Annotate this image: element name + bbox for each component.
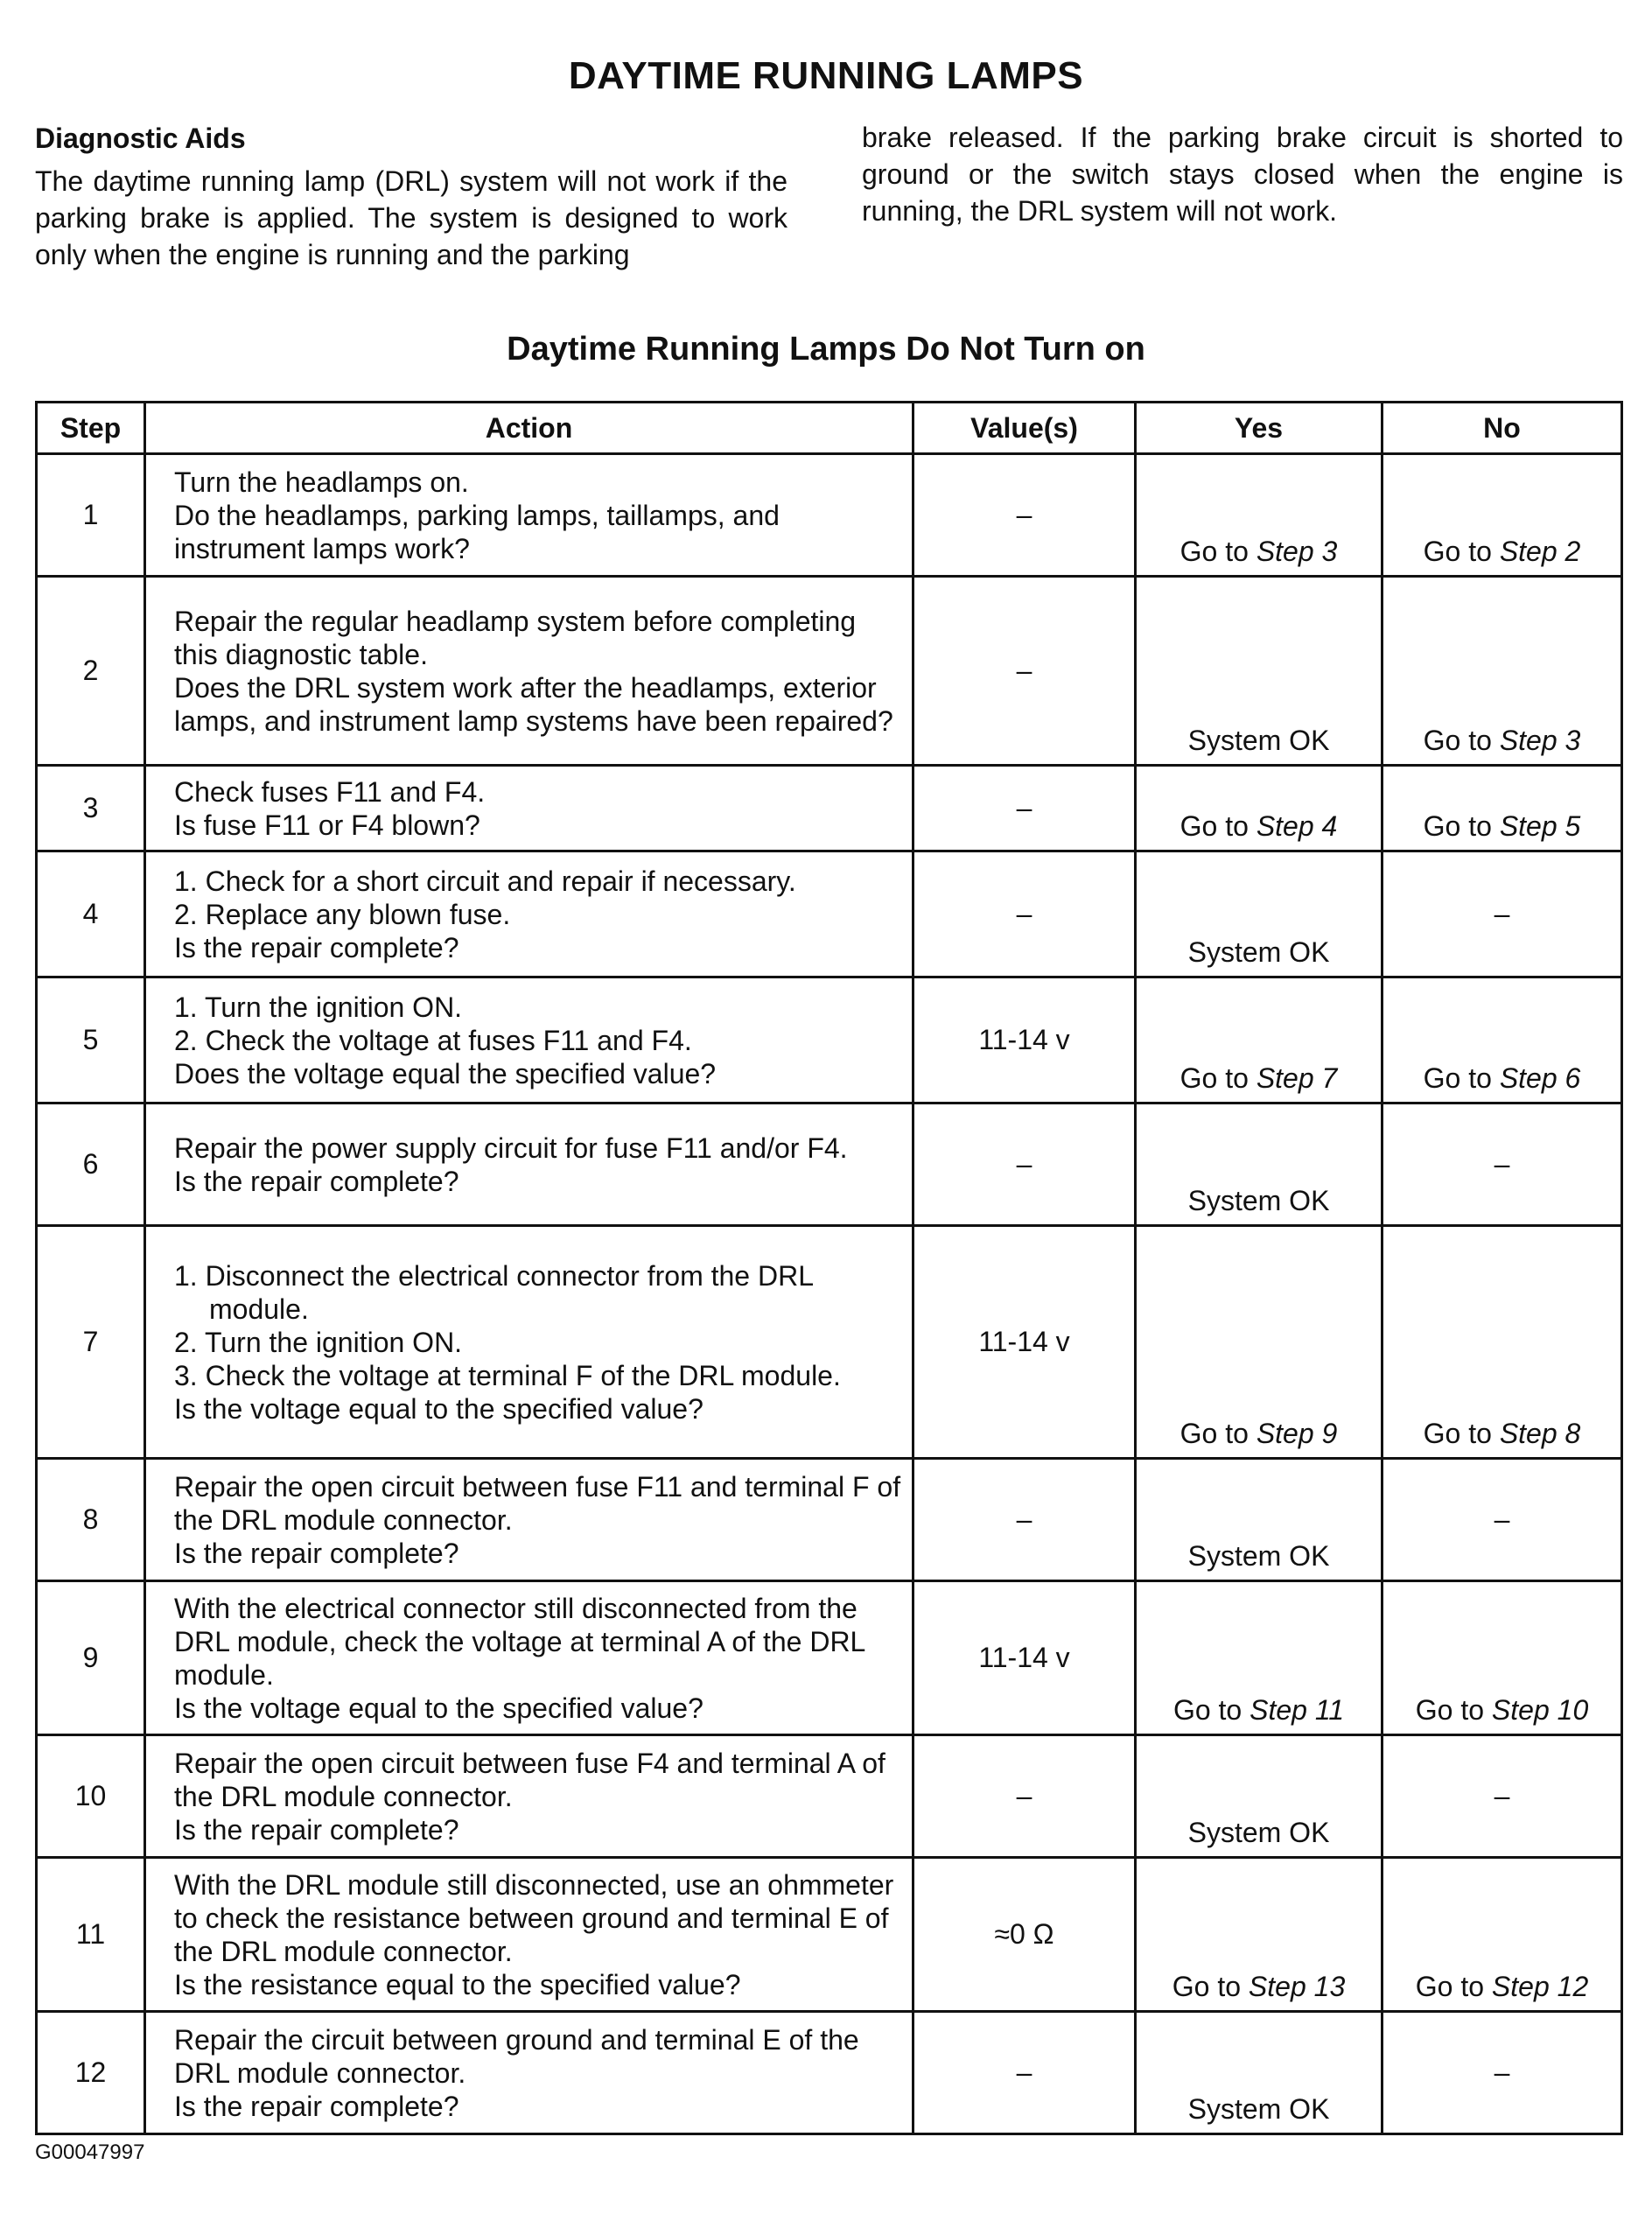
- action-cell: [145, 1581, 914, 1735]
- yes-result: System OK: [1187, 1185, 1330, 1216]
- step-number: 11: [37, 1858, 145, 2012]
- table-row: [37, 1735, 1622, 1858]
- step-number: 8: [37, 1459, 145, 1581]
- action-line: Repair the open circuit between fuse F4 and terminal A of the DRL module connector.: [174, 1747, 886, 1812]
- yes-result: System OK: [1187, 1540, 1330, 1572]
- no-cell: [1382, 1581, 1622, 1735]
- goto-prefix: Go to: [1423, 810, 1492, 842]
- goto-step-link: Step 12: [1491, 1971, 1589, 2002]
- diagnostic-aids-text-left: The daytime running lamp (DRL) system will not work if the parking brake is applied. The system is designed to work only when the engine is running and the parking: [35, 165, 788, 270]
- table-row: [37, 2012, 1622, 2134]
- header-no: No: [1382, 403, 1622, 454]
- action-line: Check fuses F11 and F4.: [174, 775, 486, 808]
- action-cell: [145, 1459, 914, 1581]
- action-line: Repair the open circuit between fuse F11 and terminal F of the DRL module connector.: [174, 1470, 901, 1536]
- yes-cell: [1136, 1581, 1382, 1735]
- yes-cell: [1136, 766, 1382, 851]
- no-result: –: [1494, 1780, 1510, 1811]
- table-row: [37, 577, 1622, 766]
- step-number: 5: [37, 977, 145, 1103]
- goto-step-link: Step 4: [1256, 810, 1338, 842]
- no-cell: [1382, 577, 1622, 766]
- no-cell: [1382, 1459, 1622, 1581]
- yes-cell: [1136, 977, 1382, 1103]
- step-number: 2: [37, 577, 145, 766]
- action-line: Is the repair complete?: [174, 2090, 459, 2122]
- yes-cell: [1136, 1735, 1382, 1858]
- no-cell: [1382, 766, 1622, 851]
- value-cell: –: [914, 577, 1136, 766]
- action-line: 1. Disconnect the electrical connector from the DRL module.: [174, 1259, 813, 1325]
- table-row: [37, 1858, 1622, 2012]
- action-line: Is the repair complete?: [174, 1165, 459, 1197]
- goto-prefix: Go to: [1423, 725, 1492, 756]
- value-cell: –: [914, 2012, 1136, 2134]
- no-cell: [1382, 977, 1622, 1103]
- action-line: Is the voltage equal to the specified value?: [174, 1692, 704, 1724]
- action-cell: [145, 766, 914, 851]
- goto-prefix: Go to: [1180, 810, 1249, 842]
- action-line: Is the repair complete?: [174, 1813, 459, 1846]
- goto-prefix: Go to: [1172, 1971, 1242, 2002]
- diagnostic-aids-text-right: brake released. If the parking brake circuit is shorted to ground or the switch stays closed when the engine is running, the DRL system will not work.: [862, 122, 1623, 227]
- action-line: Repair the power supply circuit for fuse F11 and/or F4.: [174, 1132, 848, 1164]
- goto-prefix: Go to: [1172, 1694, 1242, 1726]
- step-number: 9: [37, 1581, 145, 1735]
- action-cell: [145, 851, 914, 977]
- action-line: With the electrical connector still disconnected from the DRL module, check the voltage at terminal A of the DRL module.: [174, 1592, 865, 1691]
- goto-step-link: Step 9: [1256, 1418, 1338, 1449]
- action-line: 1. Check for a short circuit and repair if necessary.: [174, 865, 796, 897]
- table-header-row: [37, 403, 1622, 454]
- action-line: Is the repair complete?: [174, 1537, 459, 1569]
- table-row: [37, 1459, 1622, 1581]
- no-result: –: [1494, 1148, 1510, 1180]
- no-result: –: [1494, 898, 1510, 929]
- yes-cell: [1136, 851, 1382, 977]
- header-values: Value(s): [914, 403, 1136, 454]
- action-line: 2. Replace any blown fuse.: [174, 898, 511, 930]
- no-result: –: [1494, 2056, 1510, 2088]
- action-cell: [145, 1103, 914, 1226]
- yes-cell: [1136, 454, 1382, 577]
- value-cell: 11-14 v: [914, 977, 1136, 1103]
- goto-prefix: Go to: [1180, 1418, 1249, 1449]
- step-number: 6: [37, 1103, 145, 1226]
- step-number: 10: [37, 1735, 145, 1858]
- goto-prefix: Go to: [1180, 536, 1249, 567]
- goto-step-link: Step 7: [1256, 1062, 1338, 1094]
- yes-cell: [1136, 577, 1382, 766]
- step-number: 1: [37, 454, 145, 577]
- step-number: 4: [37, 851, 145, 977]
- action-line: Do the headlamps, parking lamps, taillamps, and instrument lamps work?: [174, 499, 780, 564]
- goto-step-link: Step 2: [1499, 536, 1581, 567]
- action-cell: [145, 1226, 914, 1459]
- value-cell: –: [914, 851, 1136, 977]
- goto-step-link: Step 10: [1491, 1694, 1589, 1726]
- action-cell: [145, 1735, 914, 1858]
- page-title: DAYTIME RUNNING LAMPS: [568, 54, 1084, 97]
- step-number: 7: [37, 1226, 145, 1459]
- table-row: [37, 1226, 1622, 1459]
- no-cell: [1382, 1858, 1622, 2012]
- value-cell: –: [914, 454, 1136, 577]
- step-number: 12: [37, 2012, 145, 2134]
- yes-cell: [1136, 2012, 1382, 2134]
- diagnostic-aids-heading: Diagnostic Aids: [35, 123, 246, 154]
- action-line: 2. Turn the ignition ON.: [174, 1326, 463, 1358]
- action-cell: [145, 977, 914, 1103]
- action-line: 1. Turn the ignition ON.: [174, 991, 463, 1023]
- no-cell: [1382, 2012, 1622, 2134]
- no-cell: [1382, 1735, 1622, 1858]
- action-line: Does the voltage equal the specified value?: [174, 1057, 717, 1089]
- action-cell: [145, 577, 914, 766]
- action-line: Repair the regular headlamp system before completing this diagnostic table.: [174, 605, 857, 670]
- table-row: [37, 851, 1622, 977]
- table-row: [37, 454, 1622, 577]
- goto-step-link: Step 3: [1499, 725, 1581, 756]
- figure-code: G00047997: [35, 2140, 145, 2164]
- action-line: 2. Check the voltage at fuses F11 and F4.: [174, 1024, 692, 1056]
- action-cell: [145, 1858, 914, 2012]
- action-cell: [145, 454, 914, 577]
- header-yes: Yes: [1136, 403, 1382, 454]
- action-line: Is fuse F11 or F4 blown?: [174, 809, 480, 841]
- no-cell: [1382, 1103, 1622, 1226]
- table-title: Daytime Running Lamps Do Not Turn on: [507, 331, 1145, 368]
- value-cell: 11-14 v: [914, 1581, 1136, 1735]
- no-result: –: [1494, 1503, 1510, 1535]
- step-number: 3: [37, 766, 145, 851]
- action-line: Repair the circuit between ground and terminal E of the DRL module connector.: [174, 2023, 859, 2089]
- goto-step-link: Step 8: [1499, 1418, 1581, 1449]
- value-cell: –: [914, 1459, 1136, 1581]
- table-body: [37, 454, 1622, 2134]
- action-line: Is the voltage equal to the specified value?: [174, 1392, 704, 1425]
- no-cell: [1382, 851, 1622, 977]
- value-cell: ≈0 Ω: [914, 1858, 1136, 2012]
- goto-prefix: Go to: [1415, 1694, 1485, 1726]
- yes-cell: [1136, 1459, 1382, 1581]
- goto-step-link: Step 13: [1248, 1971, 1346, 2002]
- table-row: [37, 1103, 1622, 1226]
- yes-cell: [1136, 1226, 1382, 1459]
- table-row: [37, 766, 1622, 851]
- diagnostic-table: [35, 401, 1623, 2135]
- value-cell: –: [914, 1735, 1136, 1858]
- goto-prefix: Go to: [1423, 1062, 1492, 1094]
- goto-step-link: Step 5: [1499, 810, 1581, 842]
- action-line: 3. Check the voltage at terminal F of the DRL module.: [174, 1359, 841, 1391]
- value-cell: –: [914, 766, 1136, 851]
- action-line: Does the DRL system work after the headlamps, exterior lamps, and instrument lamp systems have been repaired?: [174, 671, 893, 737]
- yes-result: System OK: [1187, 2093, 1330, 2125]
- goto-prefix: Go to: [1415, 1971, 1485, 2002]
- yes-result: System OK: [1187, 1817, 1330, 1848]
- yes-result: System OK: [1187, 936, 1330, 968]
- goto-prefix: Go to: [1423, 1418, 1492, 1449]
- no-cell: [1382, 454, 1622, 577]
- yes-result: System OK: [1187, 725, 1330, 756]
- table-row: [37, 1581, 1622, 1735]
- yes-cell: [1136, 1103, 1382, 1226]
- goto-step-link: Step 6: [1499, 1062, 1581, 1094]
- goto-step-link: Step 3: [1256, 536, 1338, 567]
- goto-prefix: Go to: [1180, 1062, 1249, 1094]
- action-line: Turn the headlamps on.: [174, 466, 469, 498]
- header-step: Step: [37, 403, 145, 454]
- no-cell: [1382, 1226, 1622, 1459]
- goto-step-link: Step 11: [1250, 1694, 1345, 1726]
- action-line: Is the repair complete?: [174, 931, 459, 963]
- value-cell: 11-14 v: [914, 1226, 1136, 1459]
- action-line: Is the resistance equal to the specified value?: [174, 1968, 741, 2000]
- action-line: With the DRL module still disconnected, use an ohmmeter to check the resistance between ground and terminal E of the DRL module connector.: [174, 1868, 894, 1967]
- action-cell: [145, 2012, 914, 2134]
- yes-cell: [1136, 1858, 1382, 2012]
- header-action: Action: [145, 403, 914, 454]
- goto-prefix: Go to: [1423, 536, 1492, 567]
- table-row: [37, 977, 1622, 1103]
- value-cell: –: [914, 1103, 1136, 1226]
